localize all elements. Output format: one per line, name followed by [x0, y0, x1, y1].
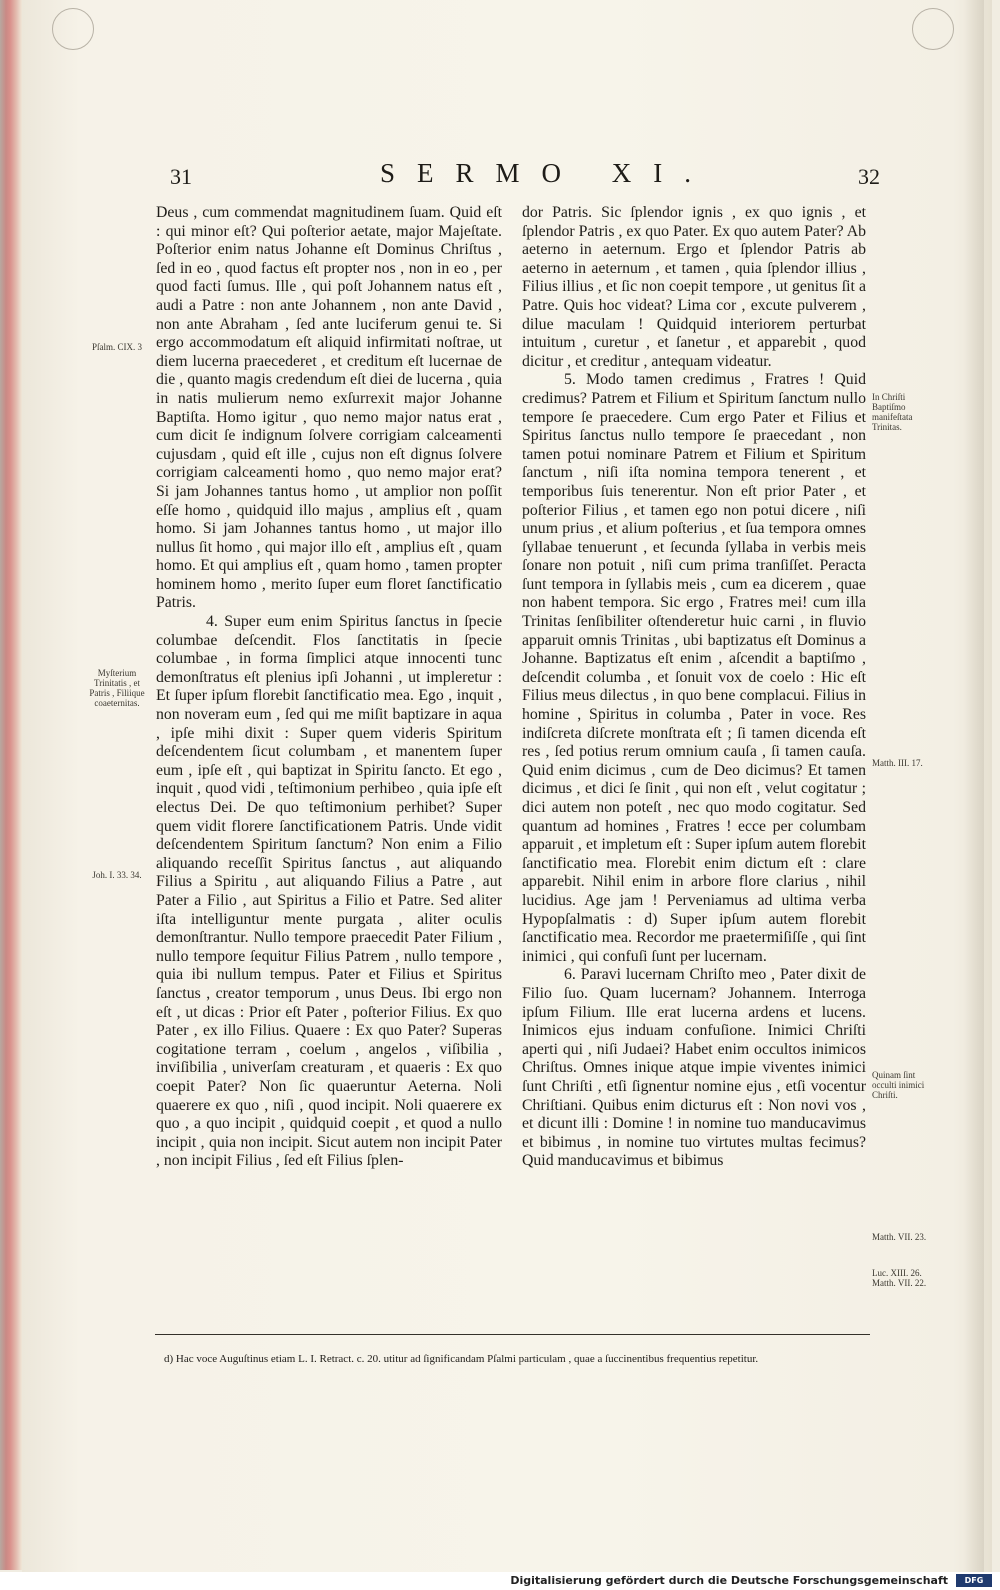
left-column: [156, 204, 502, 1171]
page-number-left: 31: [170, 164, 192, 189]
paragraph: 6. Paravi lucernam Chriſto meo , Pater dixit de Filio ſuo. Quam lucernam? Johannem. Interroga ipſum Filium. Ille erat lucerna ardens et lucens. Inimicos ejus induam confuſione. Inimici Chriſti aperti qui , niſi Judaei? Habet enim occultos inimicos Chriſtus. Omnes inique atque impie viventes inimici ſunt Chriſti , etſi ſignentur nomine ejus , etſi vocentur Chriſtiani. Quibus enim dicturus eſt : Non novi vos , et dicunt illi : Domine ! in nomine tuo manducavimus et bibimus , in nomine tuo virtutes multas fecimus? Quid manducavimus et bibimus: [522, 966, 866, 1170]
footnote: d) Hac voce Auguſtinus etiam L. I. Retract. c. 20. utitur ad ſignificandam Pſalmi particulam , quae a ſuccinentibus frequentius repetitur.: [164, 1353, 759, 1365]
margin-note-mysterium: Myſterium Trinitatis , et Patris , Filiique coaeternitas.: [89, 668, 145, 708]
margin-note-quinam: Quinam ſint occulti inimici Chriſti.: [872, 1070, 925, 1100]
footnote-rule: [155, 1334, 870, 1335]
credit-text: Digitalisierung gefördert durch die Deutsche Forschungsgemeinschaft: [510, 1574, 948, 1587]
page-gutter-shadow: [964, 0, 984, 1572]
margin-note-matth3: Matth. III. 17.: [872, 758, 923, 768]
credit-bar: [0, 1572, 1000, 1590]
right-column: [522, 204, 866, 1171]
page-number-right: 32: [858, 164, 880, 189]
paragraph: dor Patris. Sic ſplendor ignis , ex quo ignis , et ſplendor Patris , ex quo Pater. Ex quo autem Pater? Ab aeterno in aeternum. Ergo et ſplendor Patris ab aeterno in aeternum , et tamen , quia ſplendor illius , Filius illius , et ſic non coepit tempore , ut genitus ſit a Patre. Quis hoc videat? Lima cor , excute pulverem , dilue maculam ! Quidquid interiorem perturbat intuitum , curetur , et ſanetur , et apparebit , quod dicitur , et creditur , antequam videatur.: [522, 204, 866, 370]
margin-note-luc: Luc. XIII. 26. Matth. VII. 22.: [872, 1268, 927, 1288]
margin-note-baptismo: In Chriſti Baptiſmo manifeſtata Trinitas.: [872, 392, 913, 432]
dfg-logo: DFG: [956, 1574, 992, 1587]
paragraph: 5. Modo tamen credimus , Fratres ! Quid credimus? Patrem et Filium et Spiritum ſanctum nullo tempore ſe praecedere. Cum ergo Pater et Filius et Spiritus ſanctus nullo tempore ſe praecedant , non tamen potui nominare Patrem et Filium et Spiritum ſanctum , niſi iſta nomina tempora tenerent , et temporibus ſuis tenerentur. Non eſt prior Pater , et poſterior Filius , et tamen ego non potui dicere , niſi unum prius , et alium poſterius , et ſua tempora omnes ſyllabae tenuerunt , et ſecunda ſyllaba in verbis meis ſonare non potuit , niſi cum prima tranſiſſet. Peracta ſunt tempora in ſyllabis meis , cum ea dicerem , quae non habent tempora. Sic ergo , Fratres mei! cum illa Trinitas ſenſibiliter oſtenderetur huic carni , in fluvio apparuit omnis Trinitas , ubi baptizatus eſt Dominus a Johanne. Baptizatus eſt enim , aſcendit a baptiſmo , deſcendit columba , et ſonuit vox de coelo : Hic eſt Filius meus dilectus , in quo bene complacui. Filius in homine , Spiritus in columba , Pater in voce. Res indiſcreta diſcrete monſtrata eſt ; ſi tamen dicenda eſt res , ſed potius rerum omnium cauſa , ſi tamen cauſa. Quid enim dicimus , cum de Deo dicimus? Et tamen dicimus , et dici ſe ſinit , qui non eſt , velut cogitatur ; dici autem non poteſt , nec quo modo cogitatur. Sed quantum ad homines , Fratres ! ecce per columbam apparuit , et impletum eſt : Super ipſum autem florebit ſanctificatio mea. Florebit enim dictum eſt : clare apparebit. Nihil enim in arbore flore clarius , nihil lucidius. Age jam ! Perveniamus ad ultima verba Hypopſalmatis : d) Super ipſum autem florebit ſanctificatio mea. Recordor me praetermiſiſſe , qui ſint inimici , qui confuſi ſunt per lucernam.: [522, 371, 866, 965]
corner-mark: [52, 8, 94, 50]
book-edge: [0, 0, 22, 1570]
running-title: SERMO XI.: [380, 158, 714, 188]
paragraph: 4. Super eum enim Spiritus ſanctus in ſpecie columbae deſcendit. Flos ſanctitatis in ſpecie columbae , in forma ſimplici atque innocenti tunc demonſtratus eſt plenius ipſi Johanni , ut impleretur : Et ſuper ipſum florebit ſanctificatio mea. Ego , inquit , non noveram eum , ſed qui me miſit baptizare in aqua , ipſe mihi dixit : Super quem videris Spiritum deſcendentem ſicut columbam , et manentem ſuper eum , ipſe eſt , qui baptizat in Spiritu ſancto. Et ego , inquit , quod vidi , teſtimonium perhibeo , quia ipſe eſt electus Dei. De quo teſtimonium perhibet? Super quem vidit florere ſanctificationem Patris. Unde vidit deſcendentem Spiritum ſanctum? Non enim a Filio aliquando receſſit Spiritus ſanctus , aut aliquando Filius a Spiritu , aut aliquando Filius a Patre , aut Pater a Filio , aut Spiritus a Filio et Patre. Sed aliter iſta intelliguntur mente purgata , aliter oculis demonſtrantur. Nullo tempore praecedit Pater Filium , nullo tempore ſequitur Filius Patrem , nullo tempore , quia ibi nullum tempus. Pater et Filius et Spiritus ſanctus , creator temporum , unus Deus. Ibi ergo non eſt , ut dicas : Prior eſt Pater , poſterior Filius. Ex quo Pater , ex illo Filius. Quaere : Ex quo Pater? Superas cogitatione terram , coelum , angelos , viſibilia , inviſibilia , univerſam creaturam , et quaeris : Ex quo coepit Pater? Non ſic quaeruntur Aeterna. Noli quaerere ex quo , niſi , quod incipit. Noli quaerere ex quo , a quo incipit , quidquid coepit , et quod a nullo incipit , quia non incipit. Sicut autem non incipit Pater , non incipit Filius , ſed eſt Filius ſplen-: [156, 613, 502, 1170]
margin-note-psalm: Pſalm. CIX. 3: [91, 342, 142, 352]
corner-mark: [912, 8, 954, 50]
paragraph: Deus , cum commendat magnitudinem ſuam. Quid eſt : qui minor eſt? Qui poſterior aetate, major Majeſtate. Poſterior enim natus Johanne eſt Dominus Chriſtus , ſed in eo , quod factus eſt propter nos , non in eo , per quod facti ſumus. Ille , qui poſt Johannem natus eſt , audi a Patre : non ante Johannem , non ante David , non ante Abraham , ſed ante luciferum genui te. Si ergo accommodatum eſt aliquid infirmitati noſtrae, ut diem lucerna praecederet , et creditum eſt lucernae de die , quanto magis credendum eſt diei de lucerna , quia in natis mulierum nemo exſurrexit major Johanne Baptiſta. Homo igitur , quo nemo major natus erat , cum dicit ſe indignum ſolvere corrigiam calceamenti cujusdam , quid eſt ille , cujus non eſt dignus ſolvere corrigiam calceamenti homo , quo nemo major erat? Si jam Johannes tantus homo , ut amplior non poſſit eſſe homo , quidquid illo majus , amplius eſt , quam homo. Si jam Johannes tantus homo , ut major illo nullus ſit homo , qui major illo eſt , amplius eſt , quam homo. Et qui amplius eſt , quam homo , tamen propter hominem homo , merito ſuper eum floret ſanctificatio Patris.: [156, 204, 502, 612]
margin-note-joh: Joh. I. 33. 34.: [92, 870, 142, 880]
page-header: [160, 158, 880, 198]
margin-note-matth7: Matth. VII. 23.: [872, 1232, 927, 1242]
